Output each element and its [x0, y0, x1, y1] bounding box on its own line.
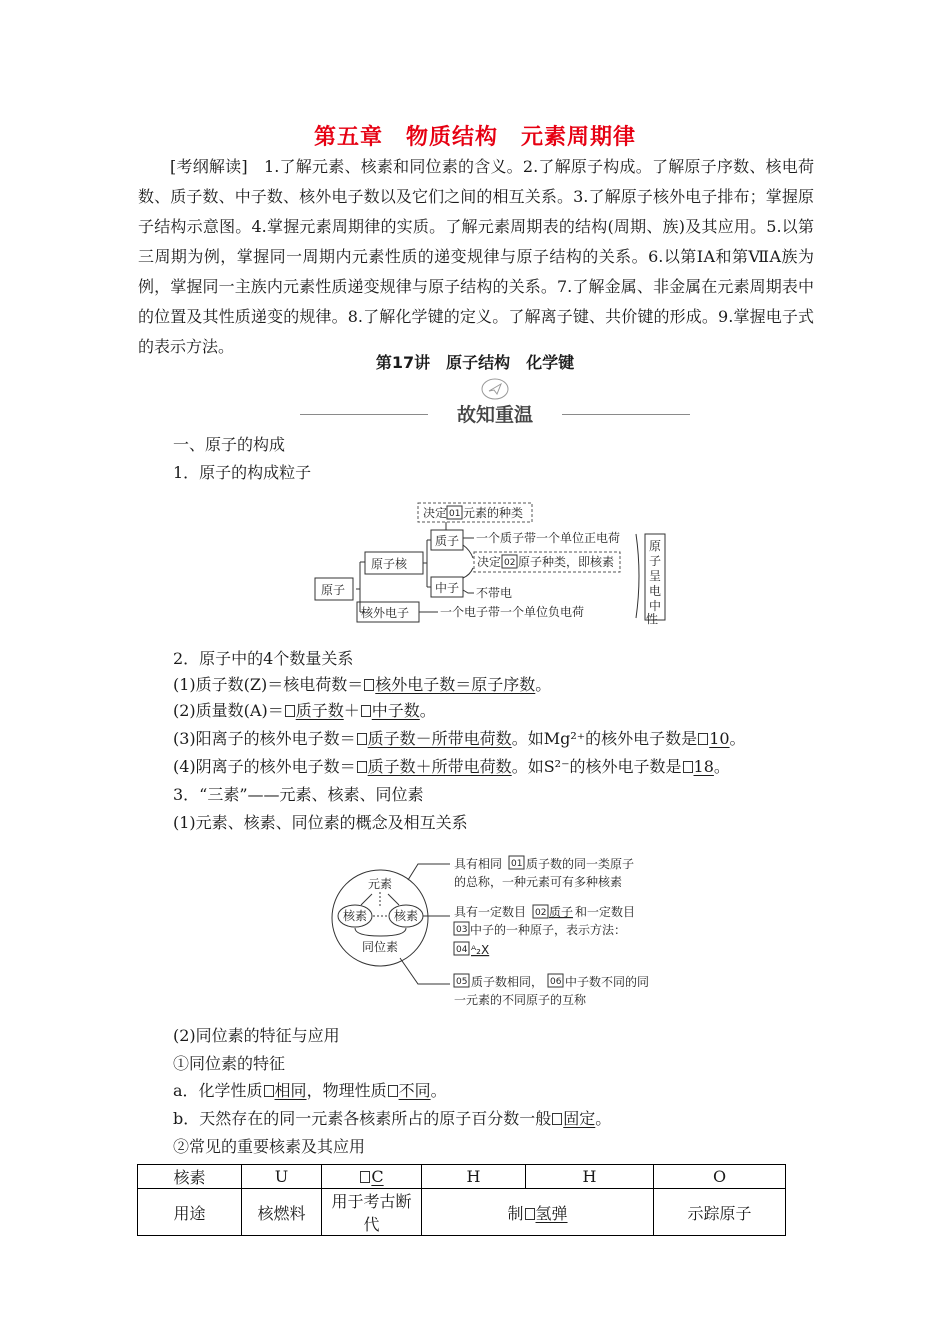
nuclide-table: [137, 1164, 786, 1236]
section-atom-composition: 一、原子的构成: [173, 435, 286, 454]
review-heading: 故知重温: [456, 404, 533, 426]
c1-num: 01: [511, 859, 523, 869]
c2-num2: 03: [456, 925, 468, 935]
c3-pre: 质子数相同，: [471, 975, 544, 989]
table-cell: U: [242, 1165, 322, 1189]
feature-a: a．化学性质 相同，物理性质 不同。: [173, 1081, 447, 1100]
nucleus-label: 原子核: [371, 557, 408, 571]
c3-num: 05: [456, 977, 468, 987]
table-row: [138, 1165, 786, 1189]
relation-2: (2)质量数(A)＝ 质子数＋ 中子数。: [173, 701, 436, 720]
table-cell: 制 氢弹: [422, 1189, 654, 1236]
table-cell: 核燃料: [242, 1189, 322, 1236]
divider-right: [562, 414, 690, 415]
c2-num: 02: [535, 908, 547, 918]
table-cell: C: [322, 1165, 422, 1189]
nuclide-left: 核素: [343, 909, 368, 923]
neutron-desc: 不带电: [476, 586, 513, 600]
decide-suffix: 元素的种类: [463, 506, 524, 520]
proton-label: 质子: [435, 534, 460, 548]
table-cell: H: [422, 1165, 526, 1189]
neutral-char-2: 子: [648, 554, 662, 568]
paper-plane-icon: [480, 378, 510, 400]
element-label: 元素: [368, 877, 393, 891]
subsection-particles: 1．原子的构成粒子: [173, 463, 312, 482]
c1-post: 质子数的同一类原子: [526, 857, 635, 871]
table-cell: 用途: [138, 1189, 242, 1236]
c2-pre: 具有一定数目: [454, 905, 527, 919]
atom-label: 原子: [321, 583, 346, 597]
decide2-prefix: 决定: [477, 555, 502, 569]
proton-desc: 一个质子带一个单位正电荷: [476, 531, 621, 545]
chapter-title: 第五章 物质结构 元素周期律: [313, 125, 636, 150]
decide-prefix: 决定: [423, 506, 448, 520]
relation-1: (1)质子数(Z)＝核电荷数＝ 核外电子数＝原子序数。: [173, 675, 552, 694]
table-cell: 核素: [138, 1165, 242, 1189]
neutral-char-6: 性: [646, 612, 659, 626]
table-cell: 示踪原子: [654, 1189, 786, 1236]
decide2-suffix: 原子种类，即核素: [518, 555, 615, 569]
c2-mid: 质子: [549, 905, 574, 919]
c1-line2: 的总称，一种元素可有多种核素: [454, 875, 623, 889]
electron-desc: 一个电子带一个单位负电荷: [440, 605, 585, 619]
subsection-quantities: 2．原子中的4个数量关系: [173, 649, 354, 668]
isotope-label: 同位素: [362, 940, 399, 954]
neutral-char-3: 呈: [648, 569, 662, 583]
subsection-concepts: (1)元素、核素、同位素的概念及相互关系: [173, 813, 468, 832]
neutral-char-4: 电: [648, 584, 662, 598]
subsection-three-terms: 3．“三素”——元素、核素、同位素: [173, 785, 424, 804]
c2-num3: 04: [456, 945, 468, 955]
element-nuclide-isotope-diagram: [328, 850, 668, 1010]
electron-label: 核外电子: [361, 606, 410, 620]
relation-3: (3)阳离子的核外电子数＝ 质子数－所带电荷数。如Mg²⁺的核外电子数是 10。: [173, 729, 746, 748]
lecture-title: 第17讲 原子结构 化学键: [375, 353, 575, 372]
nuclide-applications-heading: ②常见的重要核素及其应用: [173, 1137, 366, 1156]
blank-num: 01: [449, 509, 461, 519]
c2-formula: ᴬ₂X: [471, 943, 490, 957]
c2-line2: 中子的一种原子，表示方法：: [470, 923, 627, 937]
nuclide-right: 核素: [394, 909, 419, 923]
table-cell: O: [654, 1165, 786, 1189]
atom-composition-diagram: [310, 498, 680, 626]
blank-num-2: 02: [504, 558, 516, 568]
table-cell: 用于考古断代: [322, 1189, 422, 1236]
c2-post: 和一定数目: [575, 905, 636, 919]
subsection-isotope-features: (2)同位素的特征与应用: [173, 1026, 340, 1045]
neutral-char-5: 中: [648, 599, 662, 613]
table-row: [138, 1189, 786, 1236]
isotope-feature-heading: ①同位素的特征: [173, 1054, 286, 1073]
c3-num2: 06: [550, 977, 562, 987]
table-cell: H: [526, 1165, 654, 1189]
relation-4: (4)阴离子的核外电子数＝ 质子数＋所带电荷数。如S²⁻的核外电子数是 18。: [173, 757, 730, 776]
review-heading-band: [300, 378, 690, 426]
neutral-char-1: 原: [648, 539, 662, 553]
c1-pre: 具有相同: [454, 857, 503, 871]
neutron-label: 中子: [435, 581, 460, 595]
syllabus-paragraph: [考纲解读] 1.了解元素、核素和同位素的含义。2.了解原子构成。了解原子序数、核电荷数、质子数、中子数、核外电子数以及它们之间的相互关系。3.了解原子核外电子排布；掌握原子结构示意图。4.掌握元素周期律的实质。了解元素周期表的结构(周期、族)及其应用。5.以第三周期为例，掌握同一周期内元素性质的递变规律与原子结构的关系。6.以第ⅠA和第ⅦA族为例，掌握同一主族内元素性质递变规律与原子结构的关系。7.了解金属、非金属在元素周期表中的位置及其性质递变的规律。8.了解化学键的定义。了解离子键、共价键的形成。9.掌握电子式的表示方法。: [138, 157, 814, 356]
c3-post: 中子数不同的同: [565, 975, 650, 989]
feature-b: b．天然存在的同一元素各核素所占的原子百分数一般 固定。: [173, 1109, 612, 1128]
c3-line2: 一元素的不同原子的互称: [454, 993, 587, 1007]
